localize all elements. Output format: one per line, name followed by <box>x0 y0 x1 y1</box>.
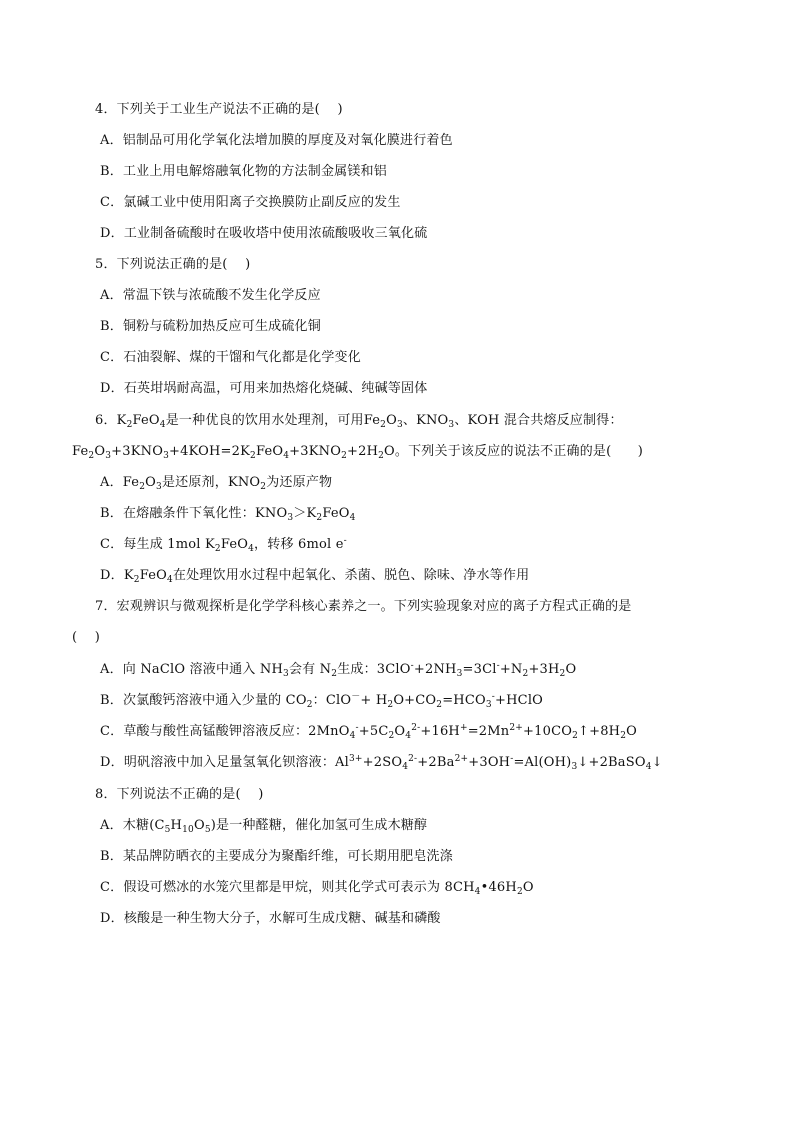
question-8-option-b: B．某品牌防晒衣的主要成分为聚酯纤维，可长期用肥皂洗涤 <box>100 849 453 864</box>
question-6-option-d: D．$K_2FeO_4$在处理饮用水过程中起氧化、杀菌、脱色、除味、净水等作用 <box>100 568 530 585</box>
question-6-option-b: B．在熔融条件下氧化性：$KNO_3>K_2FeO_4$ <box>100 506 356 523</box>
question-4-option-b: B．工业上用电解熔融氧化物的方法制金属镁和铝 <box>100 164 387 179</box>
question-7-stem-line-1: 7．宏观辨识与微观探析是化学学科核心素养之一。下列实验现象对应的离子方程式正确的是 <box>95 599 632 614</box>
question-5-stem: 5．下列说法正确的是( ) <box>95 257 251 272</box>
question-5-option-d: D．石英坩埚耐高温，可用来加热熔化烧碱、纯碱等固体 <box>100 381 428 396</box>
question-4-option-a: A．铝制品可用化学氧化法增加膜的厚度及对氧化膜进行着色 <box>100 133 453 148</box>
question-5-option-b: B．铜粉与硫粉加热反应可生成硫化铜 <box>100 319 321 334</box>
question-7-option-b: B．次氯酸钙溶液中通入少量的 $CO_2$：$ClO^-+ H_2O+CO_2=HCO_3^-+HClO$ <box>100 692 544 710</box>
question-4-option-d: D．工业制备硫酸时在吸收塔中使用浓硫酸吸收三氧化硫 <box>100 226 428 241</box>
question-6-option-a: A．$Fe_2O_3$是还原剂，$KNO_2$为还原产物 <box>100 475 333 492</box>
question-8-option-d: D．核酸是一种生物大分子，水解可生成戊糖、碱基和磷酸 <box>100 911 441 926</box>
question-6-option-c: C．每生成 1mol $K_2FeO_4$，转移 6mol e- <box>100 536 347 554</box>
question-7-option-d: D．明矾溶液中加入足量氢氧化钡溶液：$Al^{3+}+2SO_4^{2-}+2Ba^{2+}+3OH^-=Al(OH)_3↓+2BaSO_4↓$ <box>100 754 663 772</box>
question-8-option-a: A．木糖$(C_5H_{10}O_5)$是一种醛糖，催化加氢可生成木糖醇 <box>100 818 428 835</box>
question-8-stem: 8．下列说法不正确的是( ) <box>95 787 264 802</box>
question-7-stem-line-2: ( ) <box>72 630 101 645</box>
question-6-stem-line-2: $Fe_2O_3+3KNO_3+4KOH=2K_2FeO_4+3KNO_2+2H_2O$。下列关于该反应的说法不正确的是( ) <box>72 444 644 461</box>
question-6-stem-line-1: 6．$K_2FeO_4$是一种优良的饮用水处理剂，可用$Fe_2O_3$、$KNO_3$、KOH 混合共熔反应制得： <box>95 413 623 430</box>
question-8-option-c: C．假设可燃冰的水笼穴里都是甲烷，则其化学式可表示为 $8CH_4•46H_2O$ <box>100 880 534 897</box>
question-7-option-c: C．草酸与酸性高锰酸钾溶液反应：$2MnO_4^-+5C_2O_4^{2-}+16H^+=2Mn^{2+}+10CO_2↑+8H_2O$ <box>100 723 638 741</box>
question-5-option-c: C．石油裂解、煤的干馏和气化都是化学变化 <box>100 350 361 365</box>
question-5-option-a: A．常温下铁与浓硫酸不发生化学反应 <box>100 288 321 303</box>
question-4-stem: 4．下列关于工业生产说法不正确的是( ) <box>95 102 343 117</box>
question-7-option-a: A．向 NaClO 溶液中通入 $NH_3$会有 $N_2$生成：$3ClO^-+2NH_3=3Cl^-+N_2+3H_2O$ <box>100 661 577 679</box>
question-4-option-c: C．氯碱工业中使用阳离子交换膜防止副反应的发生 <box>100 195 401 210</box>
